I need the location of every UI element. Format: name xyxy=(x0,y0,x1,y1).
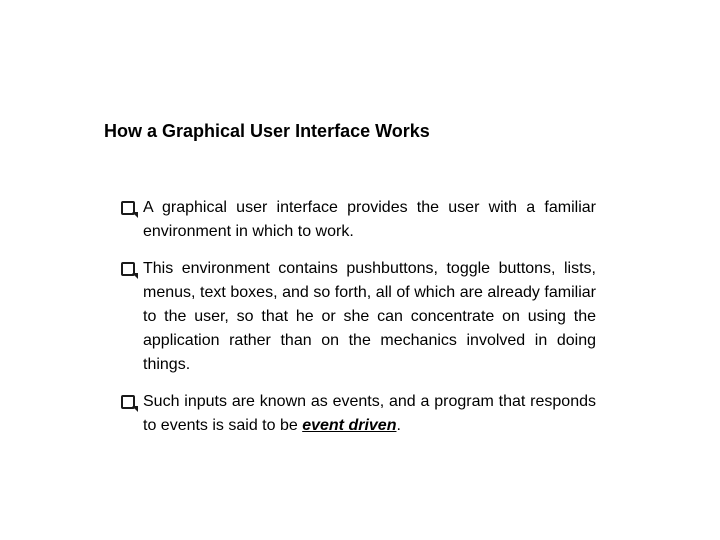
bullet-list xyxy=(119,196,596,451)
event-driven-term: event driven xyxy=(302,417,397,434)
slide-title: How a Graphical User Interface Works xyxy=(104,121,430,141)
bullet-text: This environment contains pushbuttons, toggle buttons, lists, menus, text boxes, and so forth, all of which are already familiar to the user, so that he or she can concentrate on using the application rather than on the mechanics involved in doing things. xyxy=(143,260,596,373)
bullet-item-1 xyxy=(119,196,596,244)
checkbox-square-bullet-icon xyxy=(121,201,135,215)
bullet-text-before: Such inputs are known as events, and a program that responds to events is said to be xyxy=(143,393,596,434)
bullet-text-after: . xyxy=(396,417,401,434)
bullet-item-2 xyxy=(119,257,596,377)
checkbox-square-bullet-icon xyxy=(121,395,135,409)
checkbox-square-bullet-icon xyxy=(121,262,135,276)
bullet-item-3 xyxy=(119,390,596,438)
bullet-text: A graphical user interface provides the user with a familiar environment in which to work. xyxy=(143,199,596,240)
